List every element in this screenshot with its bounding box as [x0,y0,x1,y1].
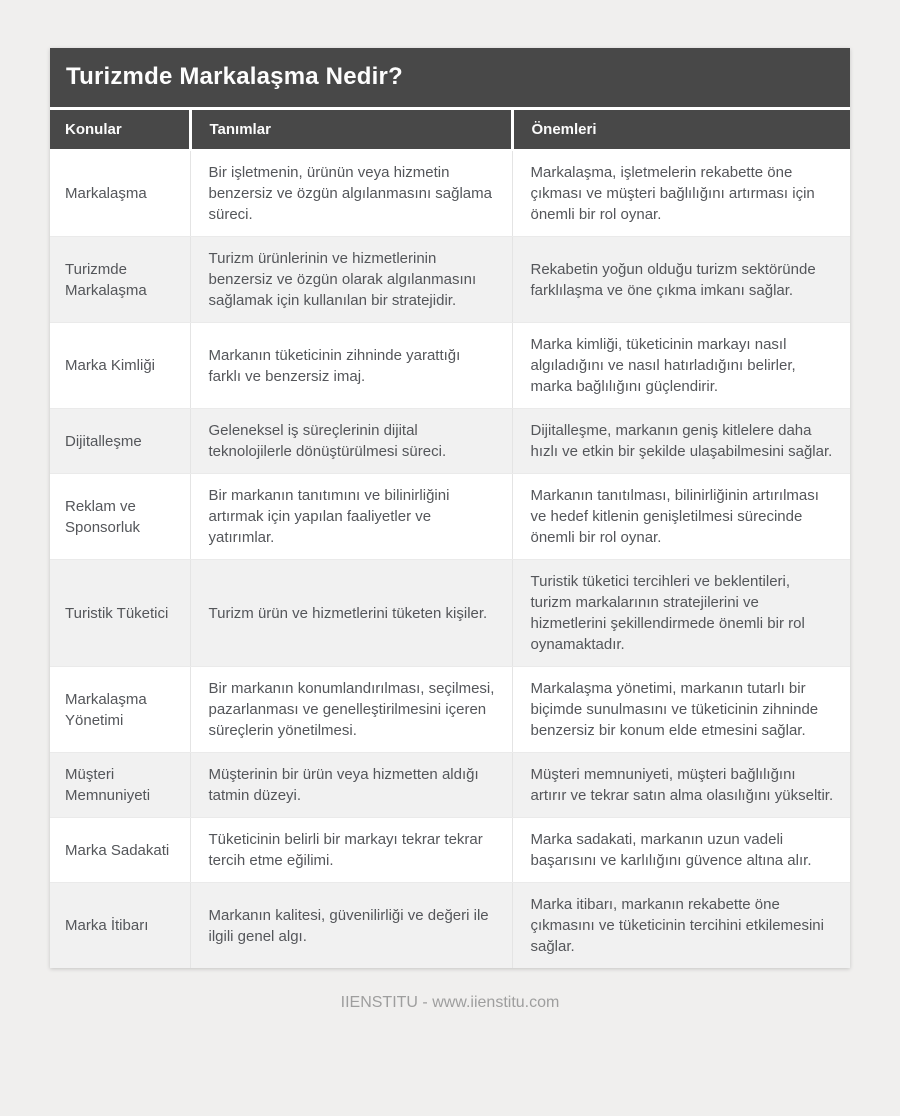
importance-cell: Markalaşma yönetimi, markanın tutarlı bir biçimde sunulmasını ve tüketicinin zihninde benzersiz bir konum elde etmesini sağlar. [512,667,850,753]
definition-cell: Müşterinin bir ürün veya hizmetten aldığı tatmin düzeyi. [190,753,512,818]
definition-cell: Markanın tüketicinin zihninde yarattığı farklı ve benzersiz imaj. [190,323,512,409]
importance-cell: Rekabetin yoğun olduğu turizm sektöründe farklılaşma ve öne çıkma imkanı sağlar. [512,237,850,323]
topic-cell: Marka İtibarı [50,883,190,969]
importance-cell: Müşteri memnuniyeti, müşteri bağlılığını artırır ve tekrar satın alma olasılığını yükseltir. [512,753,850,818]
definition-cell: Geleneksel iş süreçlerinin dijital teknolojilerle dönüştürülmesi süreci. [190,409,512,474]
table-row [50,474,850,560]
importance-cell: Marka sadakati, markanın uzun vadeli başarısını ve karlılığını güvence altına alır. [512,818,850,883]
column-header-tanimlar: Tanımlar [190,110,512,150]
table-row [50,237,850,323]
topic-cell: Marka Kimliği [50,323,190,409]
table-row [50,883,850,969]
topic-cell: Turistik Tüketici [50,560,190,667]
page-title: Turizmde Markalaşma Nedir? [66,63,403,90]
column-header-konular: Konular [50,110,190,150]
topic-cell: Marka Sadakati [50,818,190,883]
table-row [50,753,850,818]
definition-cell: Turizm ürün ve hizmetlerini tüketen kişiler. [190,560,512,667]
column-header-onemleri: Önemleri [512,110,850,150]
title-bar [50,48,850,110]
importance-cell: Marka itibarı, markanın rekabette öne çıkmasını ve tüketicinin tercihini etkilemesini sağlar. [512,883,850,969]
importance-cell: Turistik tüketici tercihleri ve beklentileri, turizm markalarının stratejilerini ve hizmetlerini şekillendirmede önemli bir rol oynamaktadır. [512,560,850,667]
topic-cell: Turizmde Markalaşma [50,237,190,323]
definition-cell: Tüketicinin belirli bir markayı tekrar tekrar tercih etme eğilimi. [190,818,512,883]
topic-cell: Reklam ve Sponsorluk [50,474,190,560]
importance-cell: Markanın tanıtılması, bilinirliğinin artırılması ve hedef kitlenin genişletilmesi sürecinde önemli bir rol oynar. [512,474,850,560]
importance-cell: Marka kimliği, tüketicinin markayı nasıl algıladığını ve nasıl hatırladığını belirler, marka bağlılığını güçlendirir. [512,323,850,409]
definition-cell: Bir markanın konumlandırılması, seçilmesi, pazarlanması ve genelleştirilmesini içeren süreçlerin yönetilmesi. [190,667,512,753]
importance-cell: Dijitalleşme, markanın geniş kitlelere daha hızlı ve etkin bir şekilde ulaşabilmesini sağlar. [512,409,850,474]
table-row [50,150,850,237]
table-row [50,667,850,753]
table-row [50,560,850,667]
content-card [50,48,850,968]
definition-cell: Bir markanın tanıtımını ve bilinirliğini artırmak için yapılan faaliyetler ve yatırımlar. [190,474,512,560]
topic-cell: Markalaşma Yönetimi [50,667,190,753]
definition-cell: Turizm ürünlerinin ve hizmetlerinin benzersiz ve özgün olarak algılanmasını sağlamak için kullanılan bir stratejidir. [190,237,512,323]
topic-cell: Markalaşma [50,150,190,237]
footer-credit: IIENSTITU - www.iienstitu.com [340,994,560,1011]
branding-table [50,110,850,968]
topic-cell: Müşteri Memnuniyeti [50,753,190,818]
topic-cell: Dijitalleşme [50,409,190,474]
table-row [50,323,850,409]
table-row [50,818,850,883]
definition-cell: Bir işletmenin, ürünün veya hizmetin benzersiz ve özgün algılanmasını sağlama süreci. [190,150,512,237]
definition-cell: Markanın kalitesi, güvenilirliği ve değeri ile ilgili genel algı. [190,883,512,969]
importance-cell: Markalaşma, işletmelerin rekabette öne çıkması ve müşteri bağlılığını artırması için önemli bir rol oynar. [512,150,850,237]
table-header-row [50,110,850,150]
table-row [50,409,850,474]
